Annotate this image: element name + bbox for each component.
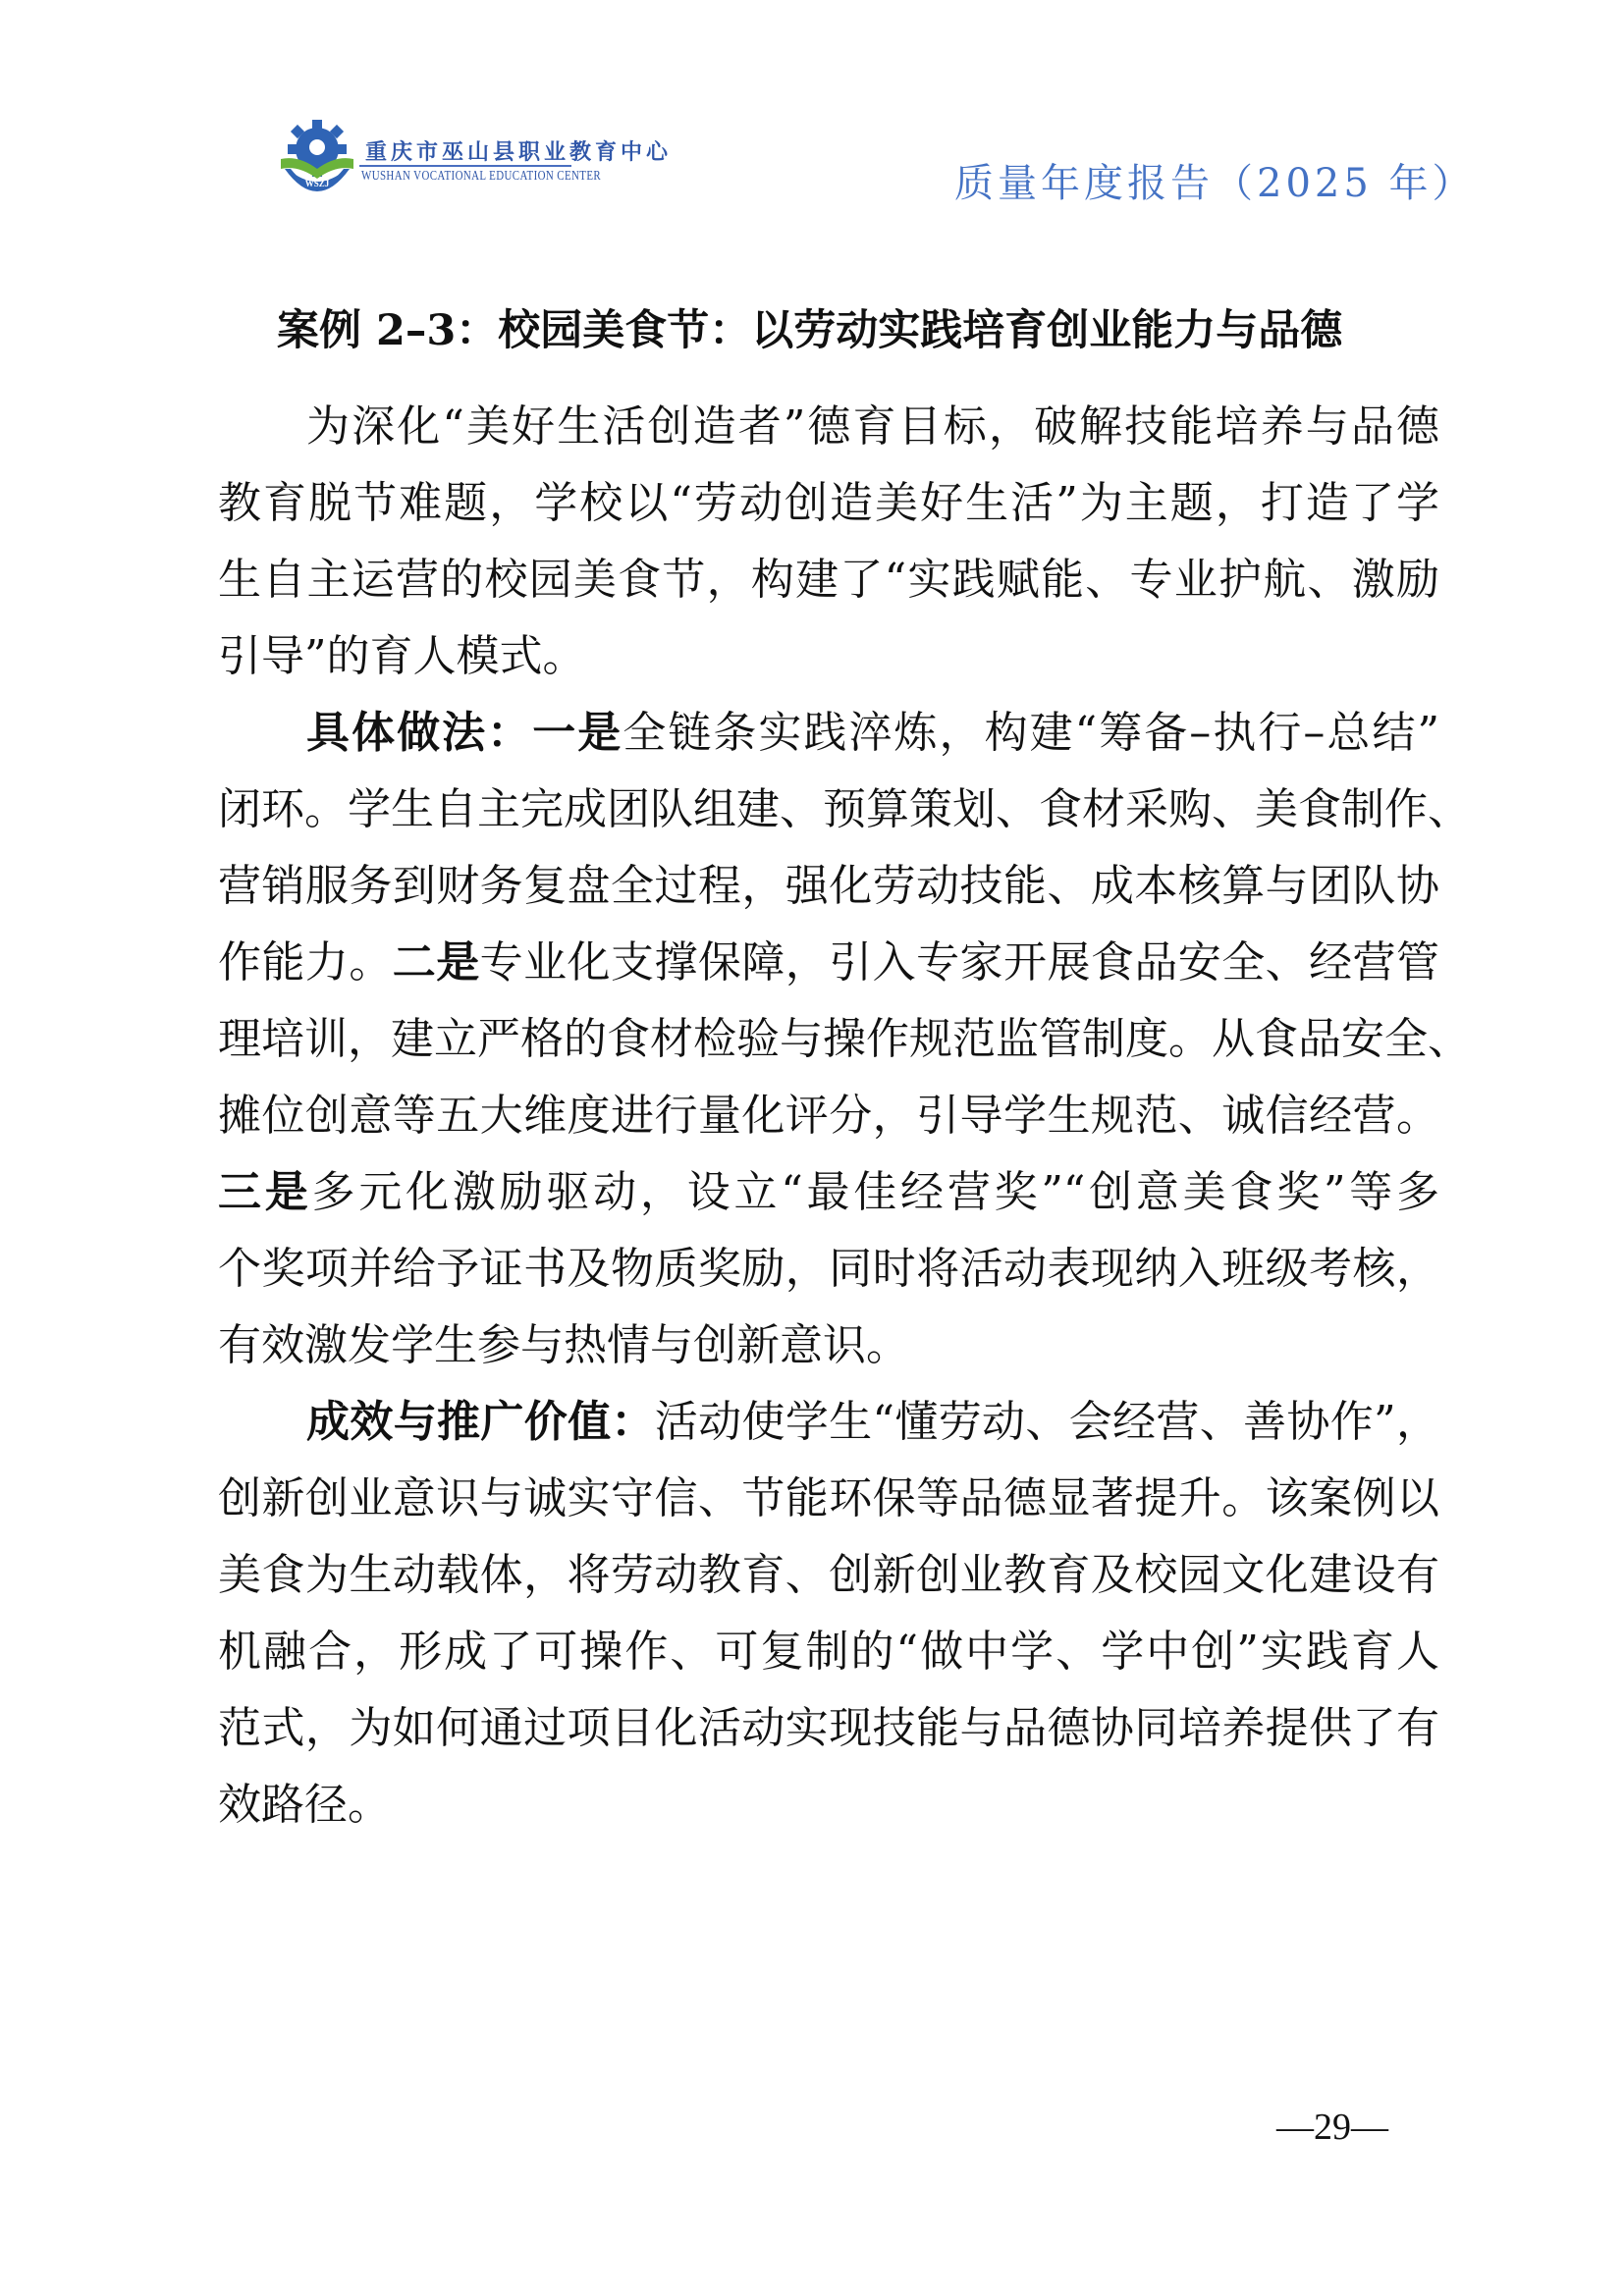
page-header <box>0 0 1624 226</box>
text-line: 有效激发学生参与热情与创新意识。 <box>218 1320 909 1370</box>
text-line: 为深化“美好生活创造者”德育目标，破解技能培养与品德 <box>306 401 1439 452</box>
text-line: 效路径。 <box>218 1780 391 1830</box>
text-line: 闭环。学生自主完成团队组建、预算策划、食材采购、美食制作、 <box>218 784 1471 834</box>
paragraph-outcomes <box>218 1384 1439 1843</box>
text-line: 理培训，建立严格的食材检验与操作规范监管制度。从食品安全、 <box>218 1014 1471 1064</box>
text-line: 成效与推广价值：活动使学生“懂劳动、会经营、善协作”， <box>306 1397 1439 1447</box>
case-body <box>218 389 1471 1843</box>
point-marker: 二是 <box>392 937 480 988</box>
point-marker: 一是 <box>532 708 623 758</box>
report-title: 质量年度报告（2025 年） <box>954 161 1476 206</box>
section-lead: 成效与推广价值： <box>306 1397 655 1447</box>
case-title: 案例 2–3：校园美食节：以劳动实践培育创业能力与品德 <box>277 306 1343 355</box>
text-line: 机融合，形成了可操作、可复制的“做中学、学中创”实践育人 <box>218 1627 1439 1677</box>
text-line: 生自主运营的校园美食节，构建了“实践赋能、专业护航、激励 <box>218 555 1439 605</box>
text-line: 摊位创意等五大维度进行量化评分，引导学生规范、诚信经营。 <box>218 1091 1439 1141</box>
text-line: 作能力。二是专业化支撑保障，引入专家开展食品安全、经营管 <box>218 937 1440 988</box>
logo-divider <box>359 165 571 167</box>
text-line: 营销服务到财务复盘全过程，强化劳动技能、成本核算与团队协 <box>218 861 1439 911</box>
section-lead: 具体做法： <box>306 708 533 758</box>
paragraph-practices <box>218 695 1471 1384</box>
point-marker: 三是 <box>218 1167 312 1217</box>
text-line: 引导”的育人模式。 <box>218 631 586 681</box>
text-line: 创新创业意识与诚实守信、节能环保等品德显著提升。该案例以 <box>218 1473 1439 1523</box>
text-line: 教育脱节难题，学校以“劳动创造美好生活”为主题，打造了学 <box>218 478 1439 528</box>
paragraph-intro <box>218 389 1439 695</box>
svg-text:WSZJ: WSZJ <box>304 179 330 188</box>
school-logo-icon <box>273 116 361 200</box>
school-name-cn: 重庆市巫山县职业教育中心 <box>365 140 673 165</box>
text-line: 美食为生动载体，将劳动教育、创新创业教育及校园文化建设有 <box>218 1550 1439 1600</box>
text-line: 个奖项并给予证书及物质奖励，同时将活动表现纳入班级考核， <box>218 1244 1439 1294</box>
text-line: 具体做法：一是全链条实践淬炼，构建“筹备–执行–总结” <box>306 708 1439 758</box>
text-line: 三是多元化激励驱动，设立“最佳经营奖”“创意美食奖”等多 <box>218 1167 1439 1217</box>
text-line: 范式，为如何通过项目化活动实现技能与品德协同培养提供了有 <box>218 1703 1439 1753</box>
page-number: —29— <box>1276 2107 1388 2148</box>
school-name-en: WUSHAN VOCATIONAL EDUCATION CENTER <box>361 169 602 184</box>
